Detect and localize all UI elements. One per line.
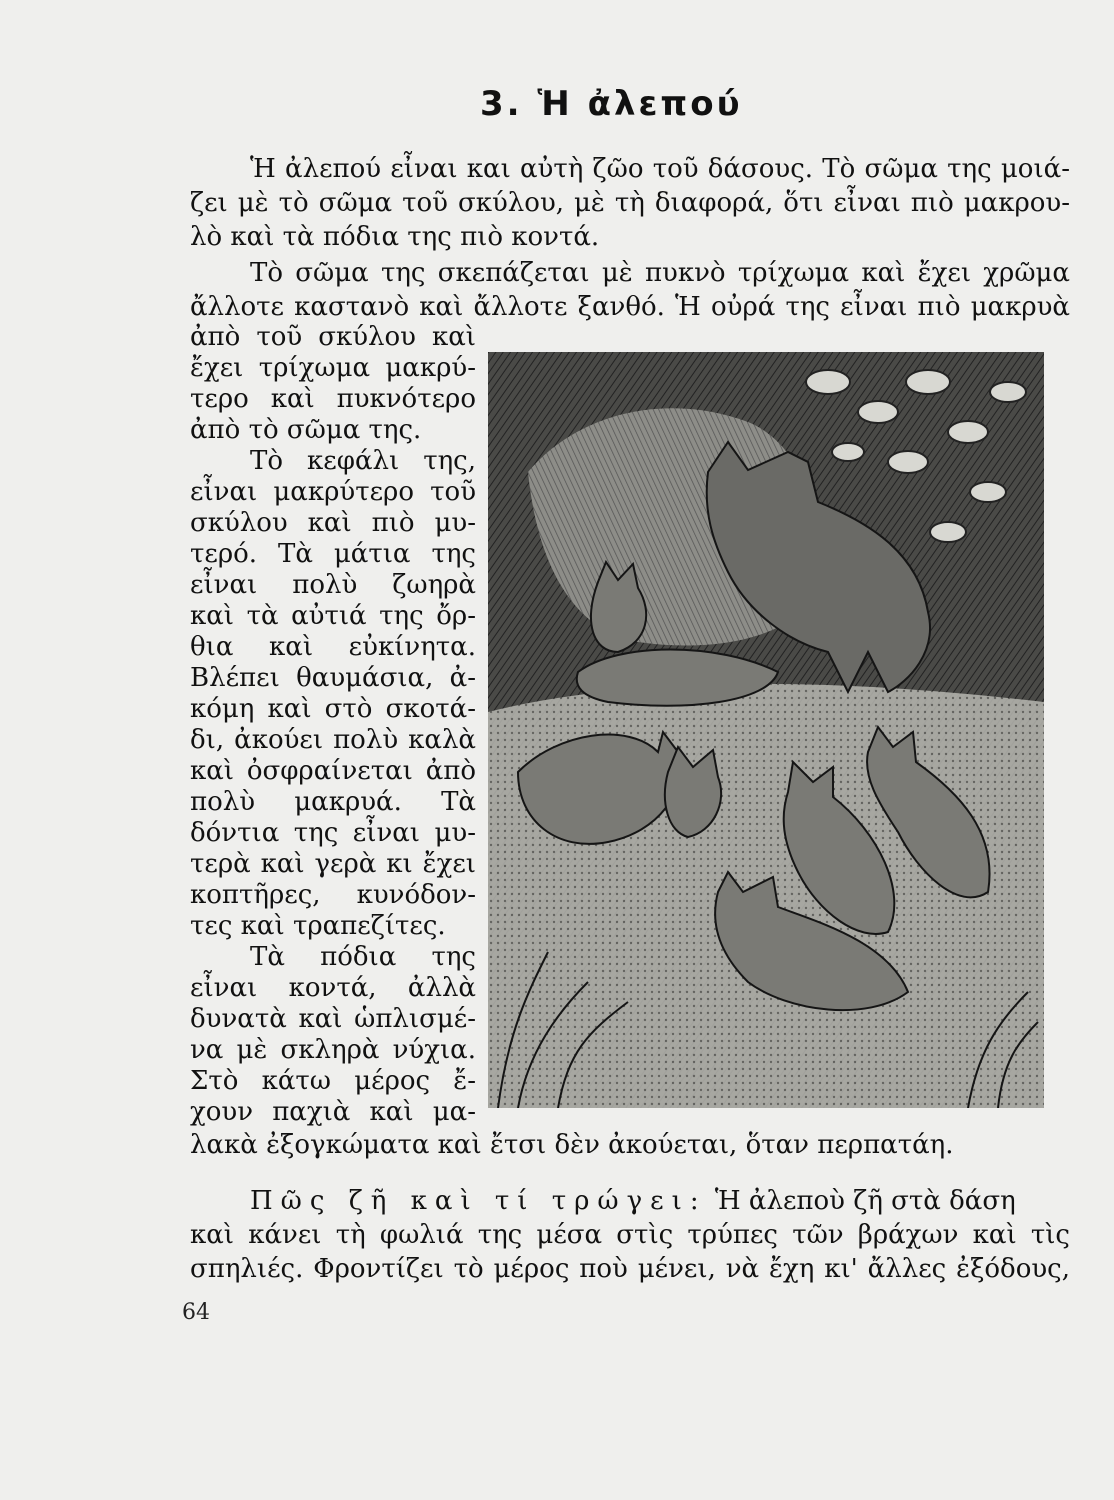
text-line: τες καὶ τραπεζίτες. xyxy=(190,911,446,941)
text-line: τερο καὶ πυκνότερο xyxy=(190,384,476,414)
text-line: καὶ κάνει τὴ φωλιά της μέσα στὶς τρύπες τῶν βράχων καὶ τὶς xyxy=(190,1220,1070,1250)
description-paragraph xyxy=(190,256,1070,324)
text-line: καὶ τὰ αὐτιά της ὄρ- xyxy=(190,601,476,631)
intro-paragraph xyxy=(190,152,1070,254)
text-line: ἄλλοτε καστανὸ καὶ ἄλλοτε ξανθό. Ἡ οὐρά της εἶναι πιὸ μακρυὰ xyxy=(190,292,1070,322)
text-line: θια καὶ εὐκίνητα. xyxy=(190,632,476,662)
text-line: να μὲ σκληρὰ νύχια. xyxy=(190,1035,476,1065)
page-number: 64 xyxy=(182,1300,210,1325)
text-line: τερό. Τὰ μάτια της xyxy=(190,539,476,569)
text-line: κόμη καὶ στὸ σκοτά- xyxy=(190,694,476,724)
text-line xyxy=(190,1184,1070,1218)
side-text-column xyxy=(190,322,476,1128)
text-line: σκύλου καὶ πιὸ μυ- xyxy=(190,508,476,538)
text-line: Τὸ κεφάλι της, xyxy=(250,446,476,476)
text-line: εἶναι πολὺ ζωηρὰ xyxy=(190,570,476,600)
text-line: κοπτῆρες, κυνόδον- xyxy=(190,880,476,910)
text-line: εἶναι μακρύτερο τοῦ xyxy=(190,477,476,507)
text-line: εἶναι κοντά, ἀλλὰ xyxy=(190,973,476,1003)
text-line: δυνατὰ καὶ ὡπλισμέ- xyxy=(190,1004,476,1034)
text-line: ζει μὲ τὸ σῶμα τοῦ σκύλου, μὲ τὴ διαφορά, ὅτι εἶναι πιὸ μακρου- xyxy=(190,188,1070,218)
text-line: δόντια της εἶναι μυ- xyxy=(190,818,476,848)
fox-family-illustration xyxy=(488,352,1044,1108)
text-line: Τὸ σῶμα της σκεπάζεται μὲ πυκνὸ τρίχωμα καὶ ἔχει χρῶμα xyxy=(250,258,1070,288)
fox-engraving xyxy=(488,352,1044,1108)
section-heading: Πῶς ζῆ καὶ τί τρώγει: xyxy=(250,1186,707,1216)
text-line: ἔχει τρίχωμα μακρύ- xyxy=(190,353,476,383)
feeding-paragraph xyxy=(190,1184,1070,1286)
text-line: πολὺ μακρυά. Τὰ xyxy=(190,787,476,817)
text-line: σπηλιές. Φροντίζει τὸ μέρος ποὺ μένει, νὰ ἔχη κι' ἄλλες ἐξόδους, xyxy=(190,1254,1070,1284)
text-line: Στὸ κάτω μέρος ἔ- xyxy=(190,1066,476,1096)
chapter-title: 3. Ἡ ἀλεπού xyxy=(480,84,743,124)
text-line-last: λακὰ ἐξογκώματα καὶ ἔτσι δὲν ἀκούεται, ὅταν περπατάη. xyxy=(190,1130,954,1160)
text-line: Τὰ πόδια της xyxy=(250,942,476,972)
text-line: καὶ ὀσφραίνεται ἀπὸ xyxy=(190,756,476,786)
text-line: Ἡ ἀλεποὺ ζῆ στὰ δάση xyxy=(714,1186,1016,1216)
text-line: τερὰ καὶ γερὰ κι ἔχει xyxy=(190,849,476,879)
text-line: δι, ἀκούει πολὺ καλὰ xyxy=(190,725,476,755)
text-line: χουν παχιὰ καὶ μα- xyxy=(190,1097,476,1127)
text-line: Ἡ ἀλεπού εἶναι και αὐτὴ ζῶο τοῦ δάσους. Τὸ σῶμα της μοιά- xyxy=(250,154,1070,184)
text-line: ἀπὸ τοῦ σκύλου καὶ xyxy=(190,322,476,352)
text-line: λὸ καὶ τὰ πόδια της πιὸ κοντά. xyxy=(190,222,600,252)
text-line: Βλέπει θαυμάσια, ἀ- xyxy=(190,663,476,693)
text-line: ἀπὸ τὸ σῶμα της. xyxy=(190,415,422,445)
